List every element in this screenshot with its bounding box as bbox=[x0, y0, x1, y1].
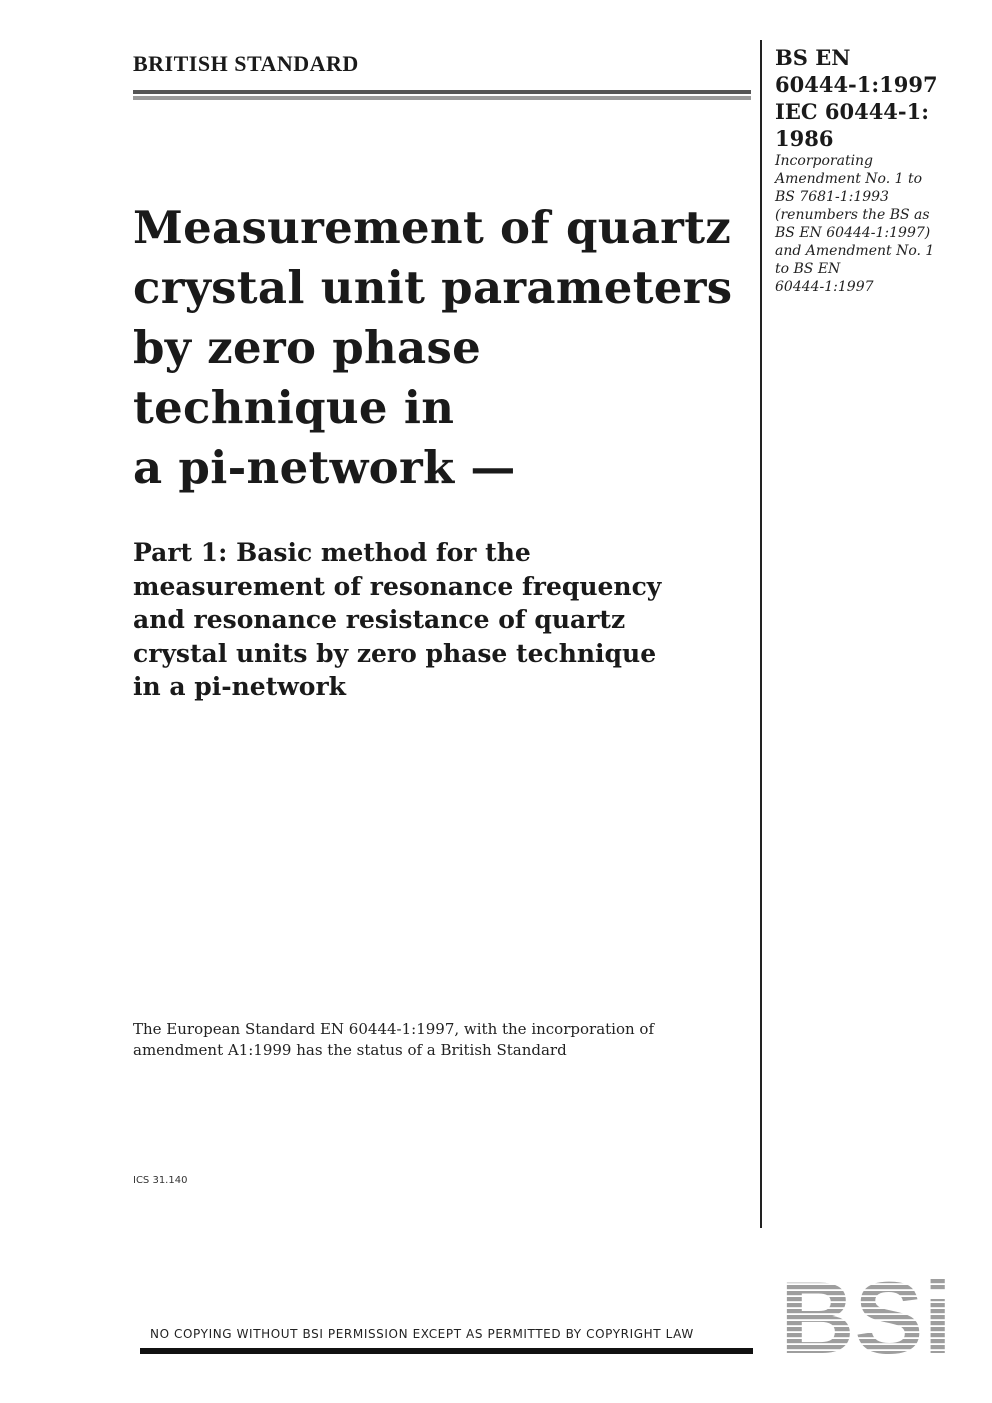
footer-rule bbox=[140, 1348, 753, 1354]
header-double-rule bbox=[133, 90, 751, 100]
amendment-line: Amendment No. 1 to bbox=[775, 171, 923, 187]
copyright-notice: NO COPYING WITHOUT BSI PERMISSION EXCEPT AS PERMITTED BY COPYRIGHT LAW bbox=[150, 1327, 694, 1341]
amendment-line: Incorporating bbox=[775, 153, 874, 169]
vertical-divider bbox=[760, 40, 762, 1228]
standard-id-line: 60444-1:1997 bbox=[775, 72, 938, 97]
amendment-line: (renumbers the BS as bbox=[775, 207, 930, 223]
standard-identifier bbox=[775, 44, 975, 152]
amendment-line: BS EN 60444-1:1997) bbox=[775, 225, 931, 241]
standard-id-line: IEC 60444-1: bbox=[775, 99, 929, 124]
document-title: Measurement of quartz crystal unit parameters by zero phase technique in a pi-network — bbox=[133, 201, 733, 494]
bsi-logo-icon bbox=[778, 1273, 956, 1357]
document-brand: BRITISH STANDARD bbox=[133, 51, 359, 76]
status-statement: The European Standard EN 60444-1:1997, with the incorporation of amendment A1:1999 has the status of a British Standard bbox=[133, 1020, 655, 1059]
ics-code: ICS 31.140 bbox=[133, 1175, 188, 1186]
amendment-line: to BS EN bbox=[775, 261, 841, 277]
amendment-line: and Amendment No. 1 bbox=[775, 243, 935, 259]
amendment-note bbox=[775, 152, 965, 296]
amendment-line: 60444-1:1997 bbox=[775, 279, 874, 295]
document-subtitle: Part 1: Basic method for the measurement of resonance frequency and resonance resistance of quartz crystal units by zero phase technique in a pi-network bbox=[133, 538, 662, 701]
standard-id-line: BS EN bbox=[775, 45, 851, 70]
standard-id-line: 1986 bbox=[775, 126, 834, 151]
amendment-line: BS 7681-1:1993 bbox=[775, 189, 889, 205]
